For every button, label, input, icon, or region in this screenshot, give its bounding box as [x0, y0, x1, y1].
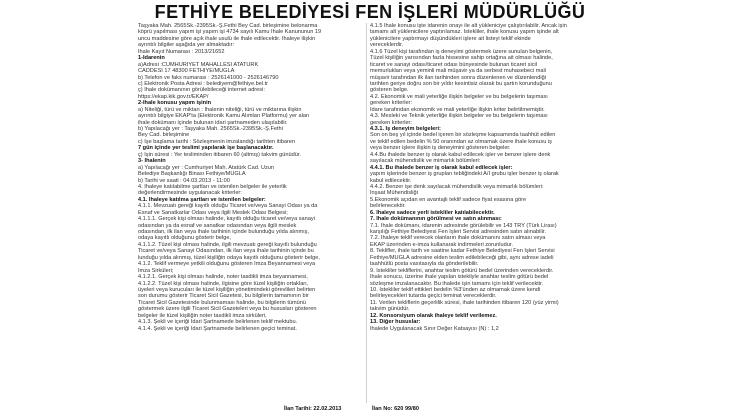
- text-line: 3- İhalenin: [138, 158, 166, 165]
- text-line: 4.4.2. Benzer işe denk sayılacak mühendislik veya mimarlık bölümleri:: [370, 183, 544, 190]
- text-line: 10. İstekliler teklif ettikleri bedelin %3'ünden az olmamak üzere kendi: [370, 286, 541, 293]
- text-line: 4.1.3. Şekli ve içeriği İdari Şartnamede belirlenen teklif mektubu.: [138, 319, 298, 326]
- text-line: 4.1. İhaleye katılma şartları ve istenilen belgeler:: [138, 196, 266, 203]
- text-line: 4. İhaleye katılabilme şartları ve istenilen belgeler ile yeterlik: [138, 183, 287, 190]
- text-line: 2-İhale konusu yapım işinin: [138, 100, 212, 107]
- text-line: 7. İhale dokümanının görülmesi ve satın alınması:: [370, 216, 502, 223]
- text-line: ticaret ve sanayi odası/ticaret odası bünyesinde bulunan ticaret sicil: [370, 61, 537, 68]
- text-line: değerlendirmesinde uygulanacak kriterler:: [138, 190, 242, 197]
- text-line: Son on beş yıl içinde bedel içeren bir sözleşme kapsamında taahhüt edilen: [370, 132, 556, 139]
- text-line: Fethiye/MUĞLA adresine elden teslim edilebileceği gibi, aynı adrese iadeli: [370, 254, 554, 261]
- text-line: köprü yapılması yapım işi yapım işi 4734 sayılı Kamu İhale Kanununun 19: [138, 29, 322, 36]
- text-line: uncu maddesine göre açık ihale usulü ile ihale edilecektir. İhaleye ilişkin: [138, 35, 316, 42]
- text-line: 1-İdarenin: [138, 55, 165, 62]
- text-line: 4.4.1. Bu ihalede benzer iş olarak kabul edilecek işler:: [370, 164, 513, 171]
- text-line: Belediye Başkanlığı Binası Fethiye/MUĞLA: [138, 171, 246, 178]
- text-line: 4.3.1. İş deneyim belgeleri:: [370, 126, 441, 132]
- column-divider: [366, 23, 367, 403]
- text-line: 12. Konsorsiyum olarak ihaleye teklif verilemez.: [370, 312, 497, 319]
- text-line: odasından, ilk ilan veya ihale tarihinin içinde bulunduğu yılda alınmış,: [138, 229, 310, 235]
- text-line: İmza Sirküleri;: [138, 267, 174, 274]
- text-line: 4.1.2.1. Gerçek kişi olması halinde, noter tasdikli imza beyannamesi,: [138, 274, 308, 281]
- text-line: 4.1.2. Teklif vermeye yetkili olduğunu gösteren İmza Beyannamesi veya: [138, 261, 316, 268]
- text-line: https://ekap.kik.gov.tr/EKAP/: [138, 93, 209, 100]
- text-line: 13. Diğer hususlar:: [370, 319, 421, 326]
- text-line: Tüzel kişiliğin yarısından fazla hissesine sahip ortağına ait olması halinde,: [370, 55, 553, 62]
- text-line: 9. İstekliler tekliflerini, anahtar teslim götürü bedel üzerinden vereceklerdir.: [370, 267, 554, 274]
- text-line: a) Yapılacağı yer : Cumhuriyet Mah. Atatürk Cad. Uzun: [138, 164, 274, 171]
- text-line: 4.1.2.2. Tüzel kişi olması halinde, ilgisine göre tüzel kişiliğin ortakları,: [138, 280, 309, 287]
- text-line: a) Niteliği, türü ve miktarı : İhalenin niteliği, türü ve miktarına ilişkin: [138, 106, 302, 113]
- text-line: taahhütlü posta vasıtasıyla da gönderilebilir.: [370, 261, 479, 268]
- text-line: gösteren belge.: [370, 87, 409, 94]
- text-line: 4.2. Ekonomik ve mali yeterliğe ilişkin belgeler ve bu belgelerin taşıması: [370, 93, 548, 100]
- text-line: ihale dokümanı içinde bulunan idari şartnameden ulaşılabilir.: [138, 119, 288, 126]
- announcement-number: İlan No: 620 99/80: [372, 406, 419, 412]
- text-line: 4.1.1.2. Tüzel kişi olması halinde, ilgili mevzuatı gereği kayıtlı bulunduğu: [138, 241, 317, 248]
- text-line: tamamı alt yüklenicilere yaptırılamaz. İstekliler, ihale konusu yapım işinde alt: [370, 29, 559, 36]
- text-line: yapım işlerinde benzer iş grupları tebliğindeki A/I grubu işler benzer iş olarak: [370, 171, 559, 178]
- text-line: belirleyecekleri tutarda geçici teminat vereceklerdir.: [370, 293, 497, 300]
- text-line: sözleşme imzalanacaktır. Bu ihalede işin tamamı için teklif verilecektir.: [370, 280, 544, 287]
- text-line: Taşyaka Mah. 2565Sk.-2395Sk.-Ş.Fethi Bey Cad. birleşimine belonarma: [138, 23, 318, 29]
- text-line: kabul edilecektir.: [370, 177, 412, 184]
- announcement-date: İlan Tarihi: 22.02.2013: [284, 406, 342, 412]
- text-line: sayılacak mühendislik ve mimarlık bölümleri:: [370, 158, 481, 165]
- text-line: c) Elektronik Posta Adresi : belediyem@fethiye.bel.tr: [138, 80, 269, 87]
- text-line: İnşaat Mühendisliği: [370, 190, 418, 197]
- text-line: göstermek üzere ilgili Ticaret Sicil Gazeteleri veya bu hususları gösteren: [138, 306, 317, 313]
- text-line: odasından ya da esnaf ve sanatkar odasından veya ilgili meslek: [138, 222, 297, 229]
- text-line: belirlenecektir.: [370, 203, 406, 210]
- text-line: 8. Teklifler, ihale tarih ve saatine kadar Fethiye Belediyesi Fen İşleri Servisi: [370, 248, 555, 255]
- text-line: b) Telefon ve faks numarası : 2526141000 - 2526146790: [138, 74, 279, 81]
- text-line: lunduğu yılda alınmış, tüzel kişiliğin odaya kayıtlı olduğunu gösterir belge,: [138, 254, 320, 261]
- right-text-column: [370, 23, 600, 332]
- text-line: 4.1.5 İhale konusu işte idarenin onayı ile alt yükleniciye çalıştırılabilir. Ancak işin: [370, 23, 567, 29]
- text-line: 4.1.1.1. Gerçek kişi olması halinde, kayıtlı olduğu ticaret ve/veya sanayi: [138, 216, 315, 223]
- text-line: karşılığı Fethiye Belediyesi Fen İşleri Servisi adresinden satın alınabilir.: [370, 229, 546, 235]
- text-line: 4.3. Mesleki ve Teknik yeterliğe ilişkin belgeler ve bu belgelerin taşıması: [370, 113, 548, 120]
- text-line: b) Tarihi ve saati : 04.03.2013 - 11:00: [138, 177, 230, 184]
- text-line: 7.1. İhale dokümanı, idarenin adresinde görülebilir ve 143 TRY (Türk Lirası): [370, 222, 557, 229]
- text-line: İhalede Uygulanacak Sınır Değer Katsayısı (N) : 1,2: [370, 325, 499, 332]
- text-line: üyeleri veya kurucuları ile tüzel kişiliğin yönetimindeki görevlileri belirten: [138, 286, 316, 293]
- text-line: belgeler ile tüzel kişiliğin noter tasdikli imza sirküleri,: [138, 312, 267, 319]
- text-line: CADDESİ 17 48300 FETHİYE/MUĞLA: [138, 68, 235, 75]
- text-line: ve teklif edilen bedelin % 50 oranından az olmamak üzere ihale konusu iş: [370, 138, 552, 145]
- text-line: gereken kriterler:: [370, 119, 412, 126]
- text-line: a)Adresi :CUMHURİYET MAHALLESİ ATATÜRK: [138, 61, 259, 68]
- text-line: ayrıntılı bilgiye EKAP'ta (Elektronik Kamu Alımları Platformu) yer alan: [138, 113, 310, 120]
- text-line: 7 gün içinde yer teslimi yapılarak işe başlanacaktır.: [138, 145, 274, 152]
- text-line: İhale Kayıt Numarası : 2013/21652: [138, 48, 225, 55]
- text-line: 5.Ekonomik açıdan en avantajlı teklif sadece fiyat esasına göre: [370, 196, 527, 203]
- left-text-column: [138, 23, 364, 332]
- text-line: 11. Verilen tekliflerin geçerlilik süresi, ihale tarihinden itibaren 120 (yüz yirmi): [370, 299, 559, 306]
- text-line: c) İşe başlama tarihi : Sözleşmenin imzalandığı tarihten itibaren: [138, 138, 296, 145]
- text-line: Esnaf ve Sanatkarlar Odası veya ilgili Meslek Odası Belgesi;: [138, 209, 288, 216]
- text-line: gereken kriterler:: [370, 100, 412, 107]
- page-title: FETHİYE BELEDİYESİ FEN İŞLERİ MÜDÜRLÜĞÜ: [154, 2, 586, 22]
- text-line: vereceklerdir.: [370, 42, 404, 49]
- text-line: İhale sonucu, üzerine ihale yapılan istekliyle anahtar teslim götürü bedel: [370, 274, 549, 281]
- text-line: takvim günüdür.: [370, 306, 410, 313]
- text-line: 4.1.6 Tüzel kişi tarafından iş deneyimi göstermek üzere sunulan belgenin,: [370, 48, 553, 55]
- text-line: Ticaret Sicil Gazetesinde bulunmaması halinde, bu bilgilerin tümünü: [138, 299, 307, 306]
- text-line: ayrıntılı bilgiler aşağıda yer almaktadır:: [138, 42, 235, 49]
- text-line: İdare tarafından ekonomik ve mali yeterliğe ilişkin kriter belirtilmemiştir.: [370, 106, 545, 113]
- text-line: 4.1.4. Şekli ve içeriği İdari Şartnamede belirlenen geçici teminat.: [138, 325, 297, 332]
- text-line: son durumu gösterir Ticaret Sicil Gazetesi, bu bilgilerin tamamının bir: [138, 293, 309, 300]
- text-line: b) Yapılacağı yer : Taşyaka Mah. 2565Sk.-2395Sk.-Ş.Fethi: [138, 126, 283, 132]
- text-line: 4.1.1. Mevzuatı gereği kayıtlı olduğu Ticaret ve/veya Sanayi Odası ya da: [138, 203, 318, 210]
- text-line: Ticaret ve/veya Sanayi Odasından, ilk ilan veya ihale tarihinin içinde bu: [138, 248, 314, 255]
- text-line: odaya kayıtlı olduğunu gösterir belge,: [138, 235, 231, 242]
- text-line: 7.2. İhaleye teklif verecek olanların ihale dokümanını satın alması veya: [370, 235, 546, 242]
- text-line: tarihten geriye doğru son bir yıldır kesintisiz olarak bu şartın korunduğunu: [370, 80, 552, 87]
- text-line: ç) İşin süresi : Yer tesliminden itibaren 60 (altmış) takvim günüdür.: [138, 151, 301, 158]
- text-line: 4.4.Bu ihalede benzer iş olarak kabul edilecek işler ve benzer işlere denk: [370, 151, 551, 158]
- text-line: memurluklan veya yeminli mali müşavir ya da serbest muhasebeci mali: [370, 68, 546, 75]
- text-line: 6. İhaleye sadece yerli istekliler katılabilecektir.: [370, 209, 495, 216]
- text-line: Bey Cad. birleşimine: [138, 132, 190, 139]
- text-line: müşavir tarafından ilk ilan tarihinden sonra düzenlenen ve düzenlendiği: [370, 74, 547, 81]
- text-line: EKAP üzerinden e-imza kullanarak indirmeleri zorunludur.: [370, 241, 513, 248]
- text-line: veya benzer işlere ilişkin iş deneyimini gösteren belgeler.: [370, 145, 511, 152]
- text-line: ç) İhale dokümanının görülebileceği internet adresi:: [138, 87, 265, 94]
- text-line: yüklenicilere yaptırmayı düşündükleri işlere ait listeyi teklif ekinde: [370, 35, 531, 42]
